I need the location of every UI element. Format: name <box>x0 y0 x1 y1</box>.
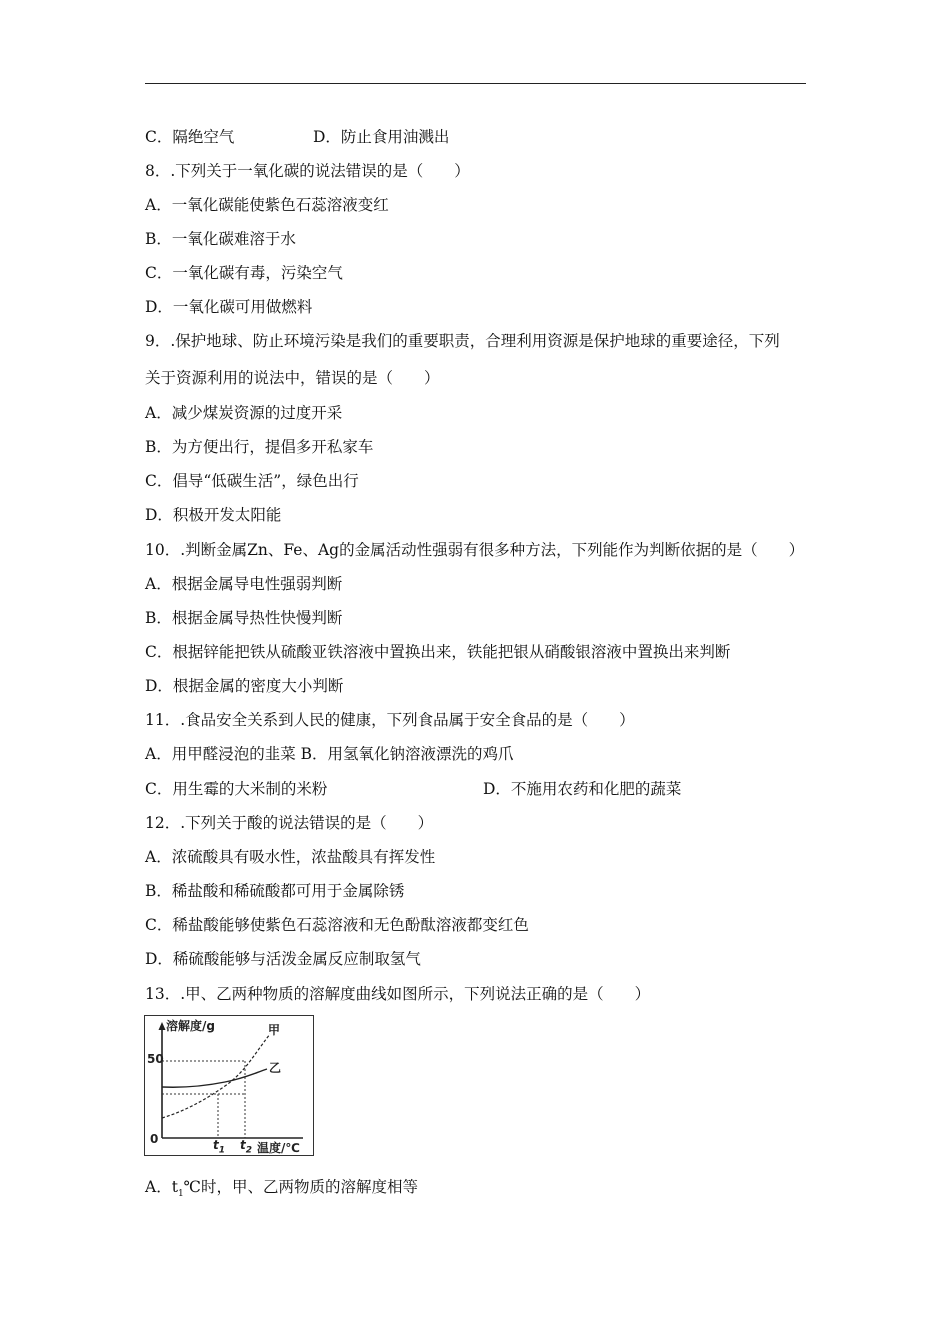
q13-option-a: A．$t_1℃$时，甲、乙两物质的溶解度相等 <box>145 1178 419 1200</box>
q9-option-a: A．减少煤炭资源的过度开采 <box>145 404 343 422</box>
q9-option-c: C．倡导“低碳生活”，绿色出行 <box>145 472 359 490</box>
graph-ylabel: 溶解度/g <box>166 1019 215 1033</box>
solubility-curve-figure <box>144 1015 314 1156</box>
header-rule <box>145 83 806 84</box>
q8-option-d: D．一氧化碳可用做燃料 <box>145 298 313 316</box>
graph-xlabel: 温度/℃ <box>257 1141 300 1155</box>
q12-option-d: D．稀硫酸能够与活泼金属反应制取氢气 <box>145 950 421 968</box>
q11-option-c: C．用生霉的大米制的米粉 <box>145 780 328 798</box>
q11-option-d: D．不施用农药和化肥的蔬菜 <box>483 780 682 798</box>
q12-option-c: C．稀盐酸能够使紫色石蕊溶液和无色酚酞溶液都变红色 <box>145 916 529 934</box>
graph-curve-yi-label: 乙 <box>269 1061 282 1075</box>
q12-stem: 12．.下列关于酸的说法错误的是（ ） <box>145 814 434 832</box>
graph-y-tick-50: 50 <box>147 1052 164 1066</box>
graph-curve-jia-label: 甲 <box>268 1023 281 1037</box>
q9-stem-line2: 关于资源利用的说法中，错误的是（ ） <box>145 369 440 387</box>
q10-option-a: A．根据金属导电性强弱判断 <box>145 575 343 593</box>
q12-option-a: A．浓硫酸具有吸水性，浓盐酸具有挥发性 <box>145 848 436 866</box>
graph-origin: 0 <box>150 1132 159 1146</box>
q10-stem: 10．.判断金属Zn、Fe、Ag的金属活动性强弱有很多种方法，下列能作为判断依据的是（ ） <box>145 541 805 559</box>
q9-stem-line1: 9．.保护地球、防止环境污染是我们的重要职责，合理利用资源是保护地球的重要途径，下列 <box>145 332 780 350</box>
q8-stem: 8．.下列关于一氧化碳的说法错误的是（ ） <box>145 162 470 180</box>
graph-t2-label: $t_2$ <box>240 1138 253 1156</box>
q8-option-a: A．一氧化碳能使紫色石蕊溶液变红 <box>145 196 389 214</box>
q11-option-a-b: A．用甲醛浸泡的韭菜 B．用氢氧化钠溶液漂洗的鸡爪 <box>145 745 514 763</box>
q10-option-b: B．根据金属导热性快慢判断 <box>145 609 343 627</box>
q8-option-b: B．一氧化碳难溶于水 <box>145 230 296 248</box>
q8-option-c: C．一氧化碳有毒，污染空气 <box>145 264 343 282</box>
q10-option-d: D．根据金属的密度大小判断 <box>145 677 344 695</box>
q7-option-d: D．防止食用油溅出 <box>313 128 450 146</box>
q12-option-b: B．稀盐酸和稀硫酸都可用于金属除锈 <box>145 882 405 900</box>
q10-option-c: C．根据锌能把铁从硫酸亚铁溶液中置换出来，铁能把银从硝酸银溶液中置换出来判断 <box>145 643 731 661</box>
q13-stem: 13．.甲、乙两种物质的溶解度曲线如图所示，下列说法正确的是（ ） <box>145 985 651 1003</box>
q7-option-c: C．隔绝空气 <box>145 128 235 146</box>
q9-option-d: D．积极开发太阳能 <box>145 506 282 524</box>
graph-t1-label: $t_1$ <box>213 1138 226 1156</box>
q9-option-b: B．为方便出行，提倡多开私家车 <box>145 438 374 456</box>
q11-stem: 11．.食品安全关系到人民的健康，下列食品属于安全食品的是（ ） <box>145 711 635 729</box>
